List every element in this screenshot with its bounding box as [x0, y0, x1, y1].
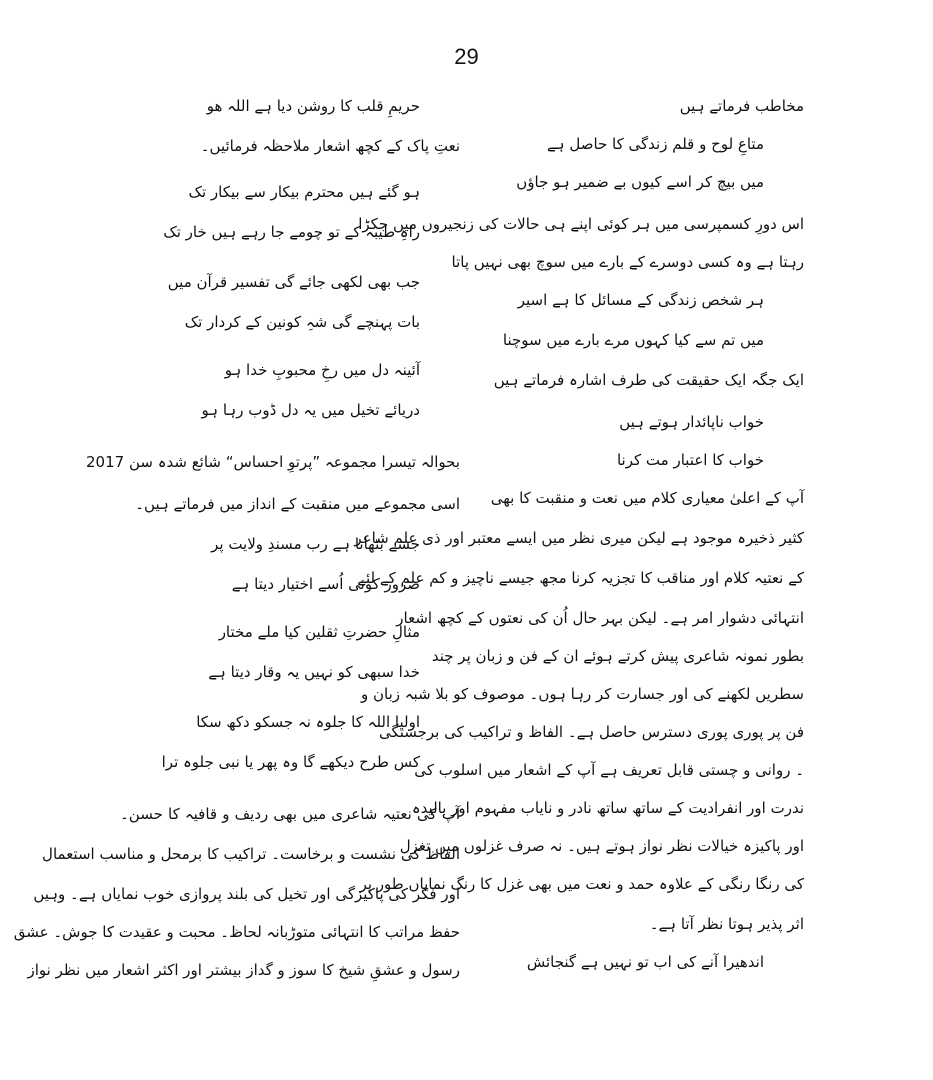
left-column-line: بات پہنچے گی شہِ کونین کے کردار تک: [184, 313, 420, 331]
right-column-line: اور پاکیزہ خیالات نظر نواز ہوتے ہیں۔ نہ صرف غزلوں میں تغزل: [399, 837, 804, 855]
left-column-line: حفظ مراتب کا انتہائی متوڑبانہ لحاظ۔ محبت و عقیدت کا جوش۔ عشق: [13, 923, 460, 941]
right-column-line: اندھیرا آنے کی اب تو نہیں ہے گنجائش: [526, 953, 764, 971]
left-column-line: ہو گئے ہیں محترم بیکار سے بیکار تک: [188, 183, 420, 201]
right-column-line: متاعِ لوح و قلم زندگی کا حاصل ہے: [547, 135, 764, 153]
right-column-line: میں تم سے کیا کہوں مرے بارے میں سوچنا: [502, 331, 764, 349]
left-column-line: نعتِ پاک کے کچھ اشعار ملاحظہ فرمائیں۔: [200, 137, 460, 155]
right-column-line: بطور نمونہ شاعری پیش کرتے ہوئے ان کے فن و زبان پر چند: [431, 647, 804, 665]
right-column-line: خواب ناپائدار ہوتے ہیں: [619, 413, 764, 431]
right-column-line: آپ کے اعلیٰ معیاری کلام میں نعت و منقبت کا بھی: [490, 489, 804, 507]
right-column-line: سطریں لکھنے کی اور جسارت کر رہا ہوں۔ موصوف کو بلا شبہ زبان و: [360, 685, 804, 703]
left-column-line: اور فکر کی پاکیزگی اور تخیل کی بلند پروازی خوب نمایاں ہے۔ وہیں: [33, 885, 460, 903]
left-column-line: جب بھی لکھی جائے گی تفسیر قرآن میں: [167, 273, 420, 291]
right-column-line: کثیر ذخیرہ موجود ہے لیکن میری نظر میں ایسے معتبر اور ذی علم شاعر: [354, 529, 804, 547]
right-column-line: خواب کا اعتبار مت کرنا: [616, 451, 764, 469]
right-column-line: ہر شخص زندگی کے مسائل کا ہے اسیر: [517, 291, 764, 309]
right-column-line: کے نعتیہ کلام اور مناقب کا تجزیہ کرنا مجھ جیسے ناچیز و کم علم کے لئے: [357, 569, 804, 587]
left-column-line: آئینہ دل میں رخِ محبوبِ خدا ہو: [224, 361, 420, 379]
left-column-line: مثالِ حضرتِ ثقلین کیا ملے مختار: [218, 623, 420, 641]
left-column-line: راہِ طیبہ کے تو چومے جا رہے ہیں خار تک: [163, 223, 420, 241]
left-column-line: اسی مجموعے میں منقبت کے انداز میں فرماتے ہیں۔: [135, 495, 460, 513]
right-column-line: اثر پذیر ہوتا نظر آتا ہے۔: [649, 915, 804, 933]
right-column-line: اس دورِ کسمپرسی میں ہر کوئی اپنے ہی حالات کی زنجیروں میں جکڑا: [358, 215, 804, 233]
left-column-line: الفاظ کی نشست و برخاست۔ تراکیب کا برمحل و مناسب استعمال: [42, 845, 460, 863]
right-column-line: رہتا ہے وہ کسی دوسرے کے بارے میں سوچ بھی نہیں پاتا: [451, 253, 804, 271]
right-column-line: انتہائی دشوار امر ہے۔ لیکن بہر حال اُن کی نعتوں کے کچھ اشعار: [396, 609, 804, 627]
right-column-line: ۔ روانی و چستی قابل تعریف ہے آپ کے اشعار میں اسلوب کی: [414, 761, 804, 779]
left-column-line: رسول و عشقِ شیخ کا سوز و گداز بیشتر اور اکثر اشعار میں نظر نواز: [27, 961, 460, 979]
left-column-line: ضرور کوئی اُسے اختیار دیتا ہے: [231, 575, 420, 593]
right-column-line: مخاطب فرماتے ہیں: [679, 97, 804, 115]
left-column-line: کس طرح دیکھے گا وہ پھر یا نبی جلوہ ترا: [161, 753, 420, 771]
right-column-line: ایک جگہ ایک حقیقت کی طرف اشارہ فرماتے ہیں: [493, 371, 804, 389]
right-column-line: ندرت اور انفرادیت کے ساتھ ساتھ نادر و نایاب مفہوم اور بالیدہ: [411, 799, 804, 817]
right-column-line: فن پر پوری پوری دسترس حاصل ہے۔ الفاظ و تراکیب کی برجستگی: [378, 723, 804, 741]
left-column-line: اولیا اللہ کا جلوہ نہ جسکو دکھ سکا: [196, 713, 420, 731]
left-column-line: جسے بٹھاتا ہے رب مسندِ ولایت پر: [211, 535, 420, 553]
left-column-line: بحوالہ تیسرا مجموعہ ”پرتوِ احساس“ شائع شدہ سن 2017: [85, 453, 460, 471]
left-column-line: حریمِ قلب کا روشن دیا ہے اللہ ھو: [206, 97, 420, 115]
left-column-line: دریائے تخیل میں یہ دل ڈوب رہا ہو: [201, 401, 420, 419]
left-column-line: آپ کی نعتیہ شاعری میں بھی ردیف و قافیہ کا حسن۔: [120, 805, 460, 823]
right-column-line: کی رنگا رنگی کے علاوہ حمد و نعت میں بھی غزل کا رنگ نمایاں طور پر: [359, 875, 804, 893]
page-number: 29: [454, 44, 479, 69]
right-column-line: میں بیچ کر اسے کیوں بے ضمیر ہو جاؤں: [516, 173, 764, 191]
left-column-line: خدا سبھی کو نہیں یہ وقار دیتا ہے: [208, 663, 420, 681]
